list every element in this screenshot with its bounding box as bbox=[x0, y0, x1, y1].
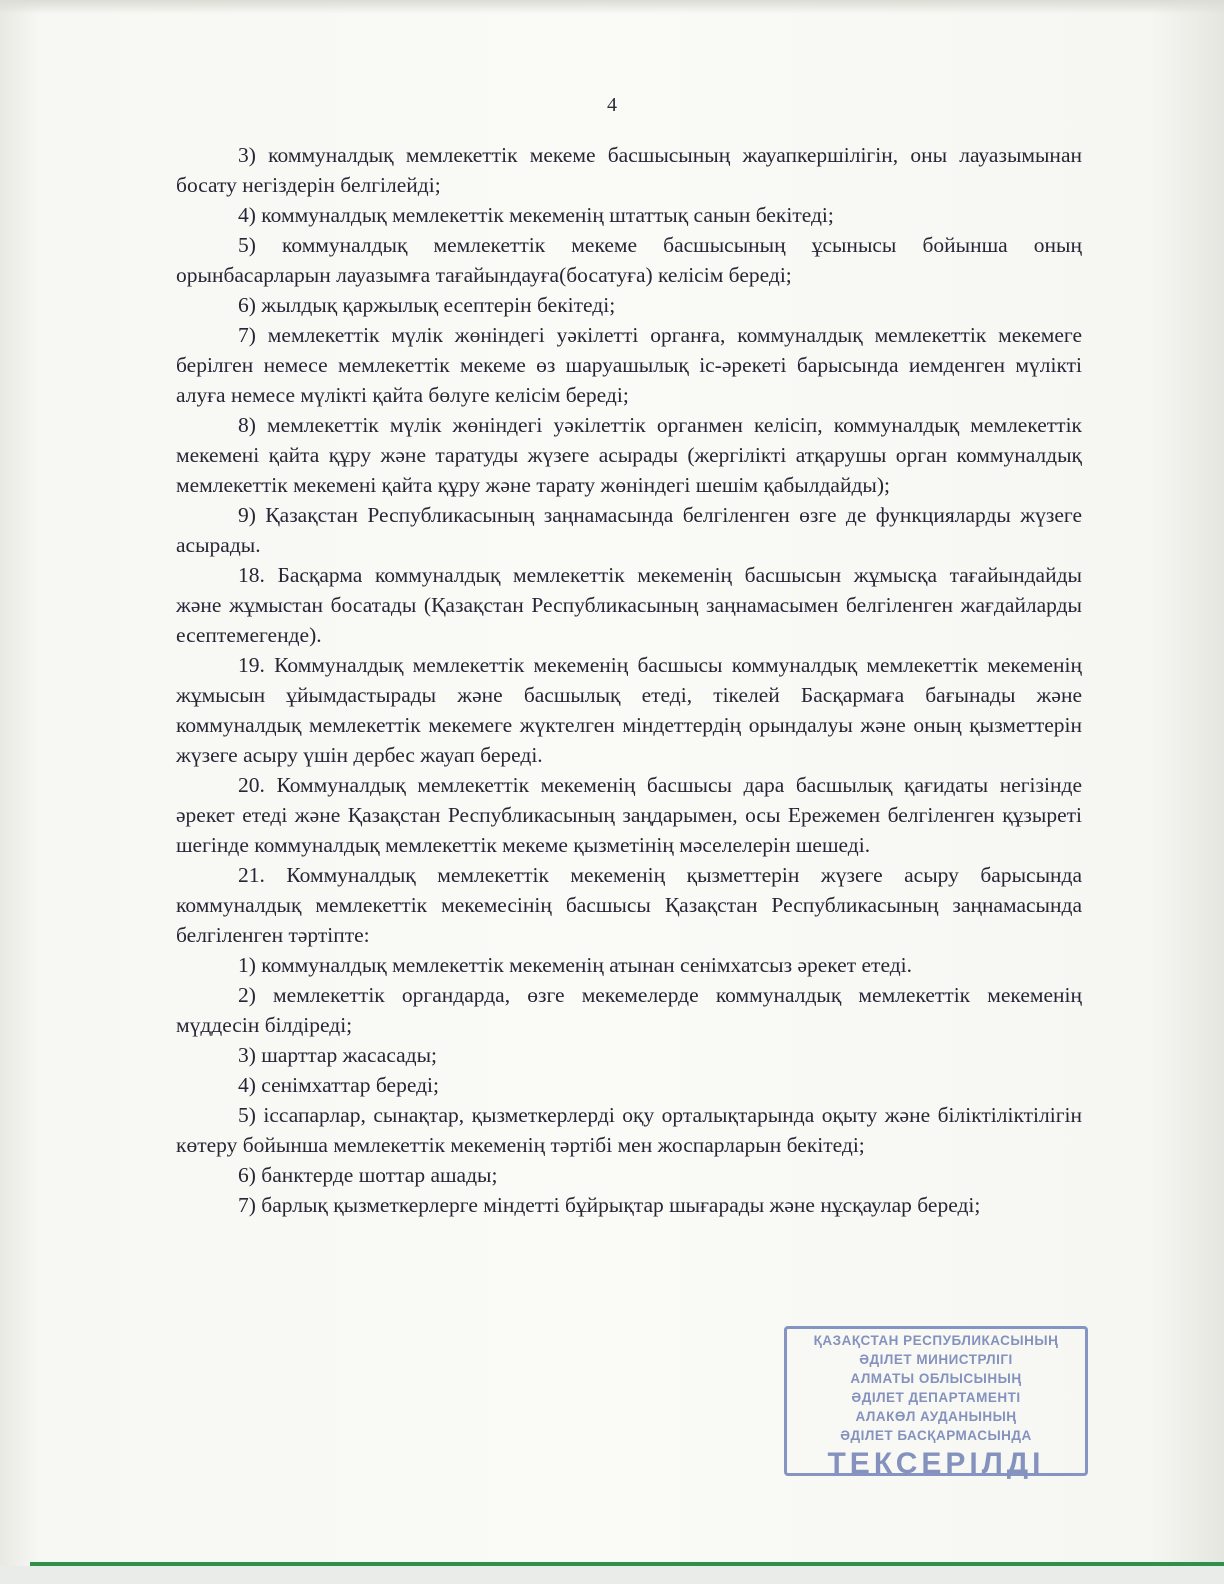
stamp-line-2: ӘДІЛЕТ МИНИСТРЛІГІ bbox=[859, 1352, 1013, 1367]
paragraph-subitem-3: 3) шарттар жасасады; bbox=[238, 1043, 438, 1067]
paragraph-subitem-6: 6) банктерде шоттар ашады; bbox=[238, 1163, 498, 1187]
paragraph-section-18: 18. Басқарма коммуналдық мемлекеттік мекеменің басшысын жұмысқа тағайындайды және жұмыстан босатады (Қазақстан Республикасының заңнамасымен белгіленген жағдайларды есептемегенде). bbox=[176, 563, 1082, 647]
stamp-line-5: АЛАКӨЛ АУДАНЫНЫҢ bbox=[855, 1409, 1017, 1424]
paragraph-item-9: 9) Қазақстан Республикасының заңнамасында белгіленген өзге де функцияларды жүзеге асырады. bbox=[176, 503, 1082, 557]
paragraph-item-6: 6) жылдық қаржылық есептерін бекітеді; bbox=[238, 293, 616, 317]
paragraph-subitem-7: 7) барлық қызметкерлерге міндетті бұйрықтар шығарады және нұсқаулар береді; bbox=[238, 1193, 981, 1217]
stamp-verified-text: ТЕКСЕРІЛДІ bbox=[827, 1447, 1045, 1480]
paragraph-subitem-2: 2) мемлекеттік органдарда, өзге мекемелерде коммуналдық мемлекеттік мекеменің мүддесін білдіреді; bbox=[176, 983, 1082, 1037]
paragraph-item-8: 8) мемлекеттік мүлік жөніндегі уәкілеттік органмен келісіп, коммуналдық мемлекеттік мекемені қайта құру және таратуды жүзеге асырады (жергілікті атқарушы орган коммуналдық мемлекеттік мекемені қайта құру және тарату жөніндегі шешім қабылдайды); bbox=[176, 413, 1082, 497]
stamp-line-4: ӘДІЛЕТ ДЕПАРТАМЕНТІ bbox=[851, 1390, 1021, 1405]
paragraph-item-3: 3) коммуналдық мемлекеттік мекеме басшысының жауапкершілігін, оны лауазымынан босату негіздерін белгілейді; bbox=[176, 143, 1082, 197]
page-number: 4 bbox=[607, 94, 617, 116]
paragraph-section-21: 21. Коммуналдық мемлекеттік мекеменің қызметтерін жүзеге асыру барысында коммуналдық мемлекеттік мекемесінің басшысы Қазақстан Республикасының заңнамасында белгіленген тәртіпте: bbox=[176, 863, 1082, 947]
paragraph-section-19: 19. Коммуналдық мемлекеттік мекеменің басшысы коммуналдық мемлекеттік мекеменің жұмысын ұйымдастырады және басшылық етеді, тікелей Басқармаға бағынады және коммуналдық мемлекеттік мекемеге жүктелген міндеттердің орындалуы және оның қызметтерін жүзеге асыру үшін дербес жауап береді. bbox=[176, 653, 1082, 767]
paragraph-section-20: 20. Коммуналдық мемлекеттік мекеменің басшысы дара басшылық қағидаты негізінде әрекет етеді және Қазақстан Республикасының заңдарымен, осы Ережемен белгіленген құзыреті шегінде коммуналдық мемлекеттік мекеме қызметінің мәселелерін шешеді. bbox=[176, 773, 1082, 857]
paragraph-item-4: 4) коммуналдық мемлекеттік мекеменің штаттық санын бекітеді; bbox=[238, 203, 834, 227]
stamp-line-1: ҚАЗАҚСТАН РЕСПУБЛИКАСЫНЫҢ bbox=[813, 1333, 1059, 1348]
stamp-line-6: ӘДІЛЕТ БАСҚАРМАСЫНДА bbox=[840, 1428, 1032, 1443]
scan-top-shadow bbox=[0, 0, 1224, 14]
paragraph-item-5: 5) коммуналдық мемлекеттік мекеме басшысының ұсынысы бойынша оның орынбасарларын лауазымға тағайындауға(босатуға) келісім береді; bbox=[176, 233, 1082, 287]
document-body bbox=[176, 140, 1082, 1220]
stamp-line-3: АЛМАТЫ ОБЛЫСЫНЫҢ bbox=[850, 1371, 1022, 1386]
paragraph-subitem-4: 4) сенімхаттар береді; bbox=[238, 1073, 439, 1097]
paragraph-subitem-1: 1) коммуналдық мемлекеттік мекеменің атынан сенімхатсыз әрекет етеді. bbox=[238, 953, 912, 977]
paragraph-item-7: 7) мемлекеттік мүлік жөніндегі уәкілетті органға, коммуналдық мемлекеттік мекемеге берілген немесе мемлекеттік мекеме өз шаруашылық іс-әрекеті барысында иемденген мүлікті алуға немесе мүлікті қайта бөлуге келісім береді; bbox=[176, 323, 1082, 407]
paragraph-subitem-5: 5) іссапарлар, сынақтар, қызметкерлерді оқу орталықтарында оқыту және біліктіліктілігін көтеру бойынша мемлекеттік мекеменің тәртібі мен жоспарларын бекітеді; bbox=[176, 1103, 1082, 1157]
scan-bottom-margin bbox=[0, 1566, 1224, 1584]
verification-stamp bbox=[784, 1326, 1088, 1480]
